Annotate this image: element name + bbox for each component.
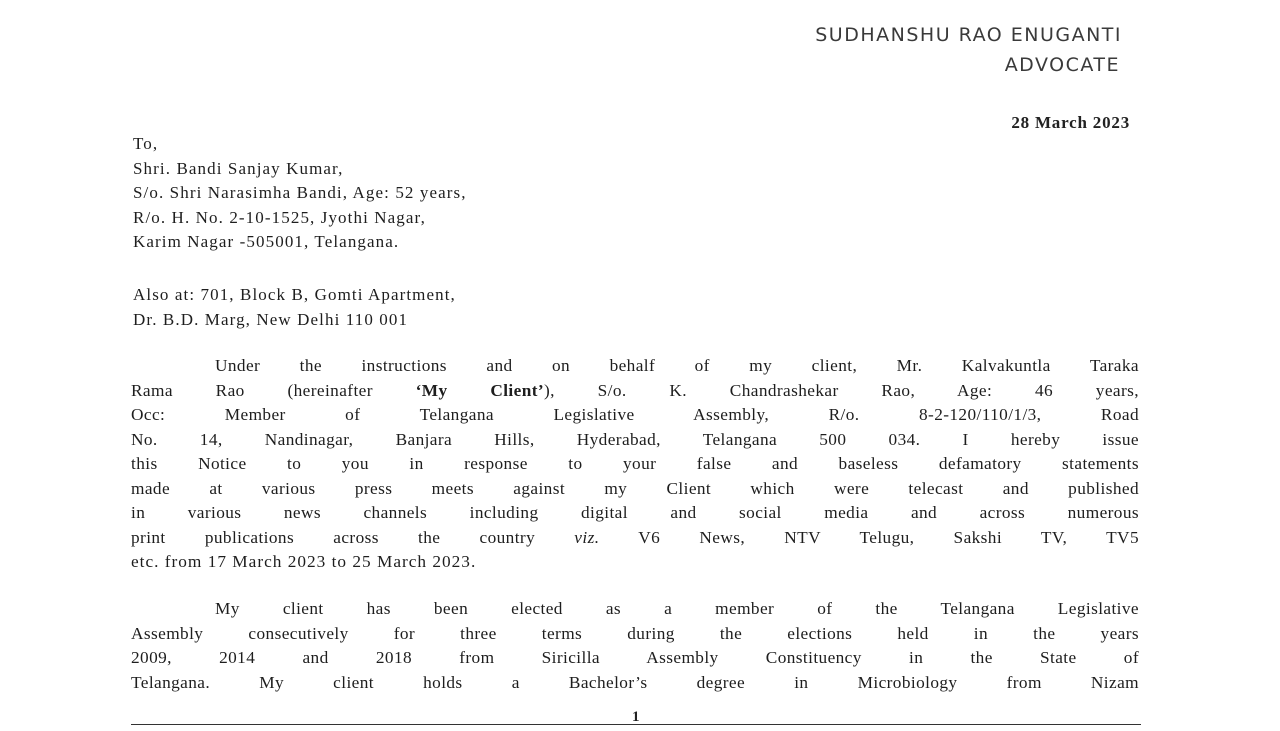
paragraph-line: etc. from 17 March 2023 to 25 March 2023. bbox=[131, 552, 477, 571]
text-run: print publications across the country bbox=[131, 527, 575, 547]
paragraph-line: Telangana. My client holds a Bachelor’s degree in Microbiology from Nizam bbox=[131, 672, 1139, 692]
paragraph-line bbox=[131, 526, 1139, 551]
recipient-address bbox=[133, 132, 467, 255]
letterhead bbox=[815, 22, 1122, 78]
recipient-residence: R/o. H. No. 2-10-1525, Jyothi Nagar, bbox=[133, 207, 426, 227]
paragraph-client-background bbox=[131, 597, 1139, 695]
footer-divider bbox=[131, 724, 1141, 725]
advocate-name: SUDHANSHU RAO ENUGANTI bbox=[815, 24, 1122, 46]
alt-address-line: Dr. B.D. Marg, New Delhi 110 001 bbox=[133, 309, 409, 329]
page-number: 1 bbox=[632, 709, 640, 725]
italic-viz: viz. bbox=[574, 527, 600, 547]
defined-term-my-client: ‘My Client’ bbox=[415, 380, 545, 400]
paragraph-line: in various news channels including digital and social media and across numerous bbox=[131, 503, 1139, 522]
alt-address-line: Also at: 701, Block B, Gomti Apartment, bbox=[133, 285, 456, 304]
paragraph-line: Under the instructions and on behalf of my client, Mr. Kalvakuntla Taraka bbox=[215, 356, 1139, 375]
paragraph-line: this Notice to you in response to your false and baseless defamatory statements bbox=[131, 454, 1139, 473]
text-run: ), S/o. K. Chandrashekar Rao, Age: 46 years, bbox=[544, 380, 1139, 400]
paragraph-line: made at various press meets against my Client which were telecast and published bbox=[131, 478, 1139, 498]
recipient-city: Karim Nagar -505001, Telangana. bbox=[133, 232, 400, 251]
paragraph-line: No. 14, Nandinagar, Banjara Hills, Hyderabad, Telangana 500 034. I hereby issue bbox=[131, 429, 1139, 449]
paragraph-line bbox=[131, 379, 1139, 404]
recipient-alt-address bbox=[133, 283, 456, 332]
recipient-parentage: S/o. Shri Narasimha Bandi, Age: 52 years, bbox=[133, 183, 467, 202]
recipient-name: Shri. Bandi Sanjay Kumar, bbox=[133, 158, 344, 178]
text-run: V6 News, NTV Telugu, Sakshi TV, TV5 bbox=[599, 527, 1139, 547]
letter-date: 28 March 2023 bbox=[1011, 113, 1130, 132]
paragraph-line: 2009, 2014 and 2018 from Siricilla Assembly Constituency in the State of bbox=[131, 648, 1139, 667]
advocate-title: ADVOCATE bbox=[1004, 54, 1120, 76]
paragraph-notice bbox=[131, 354, 1139, 575]
paragraph-line: Occ: Member of Telangana Legislative Assembly, R/o. 8-2-120/110/1/3, Road bbox=[131, 405, 1139, 424]
salutation: To, bbox=[133, 134, 159, 153]
paragraph-line: My client has been elected as a member of the Telangana Legislative bbox=[215, 599, 1139, 618]
text-run: Rama Rao (hereinafter bbox=[131, 380, 416, 400]
paragraph-line: Assembly consecutively for three terms during the elections held in the years bbox=[131, 623, 1139, 643]
